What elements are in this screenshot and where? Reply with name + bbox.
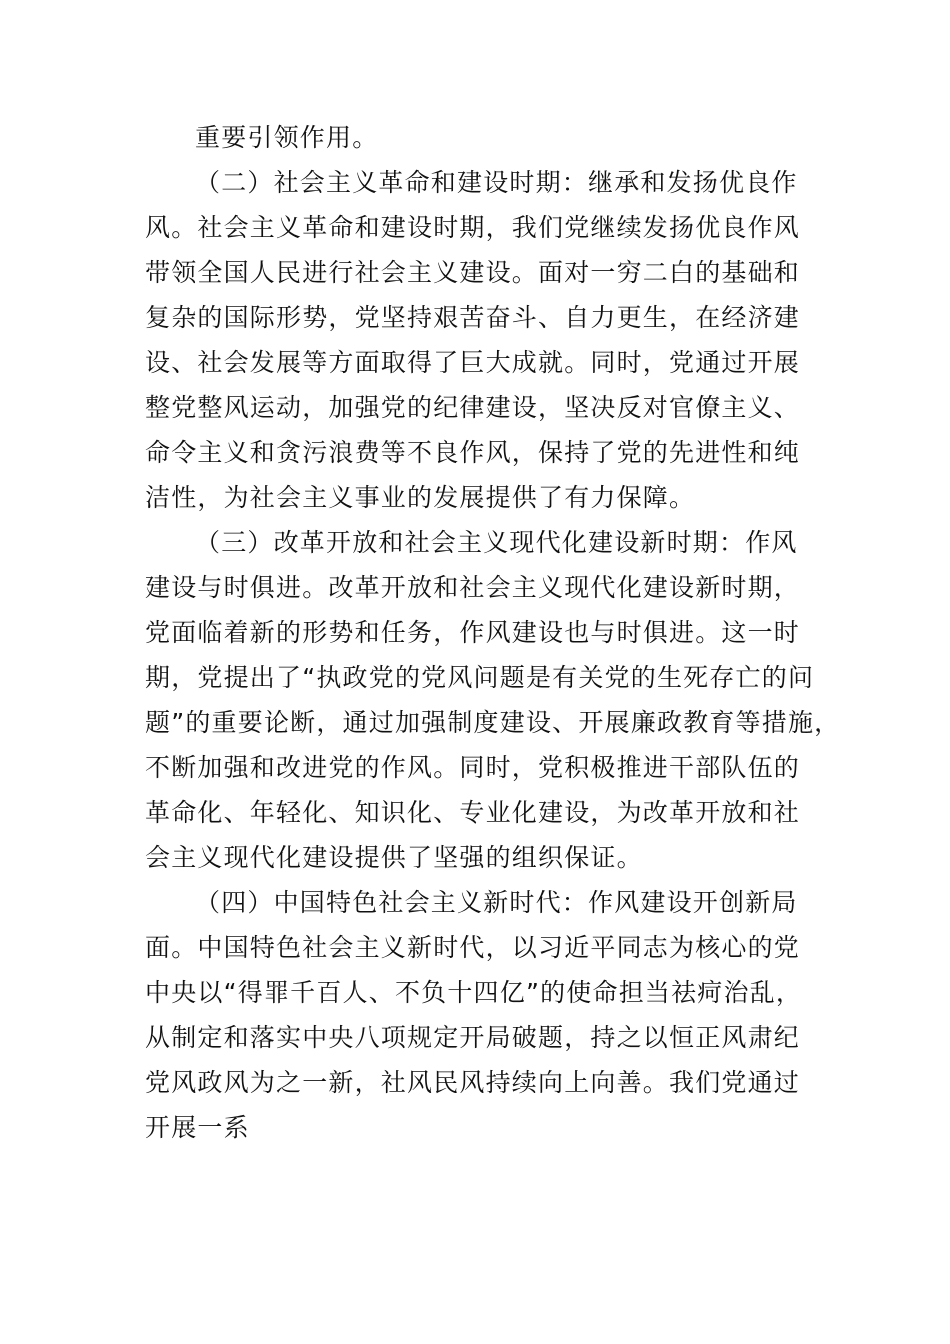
- text-line: 设、社会发展等方面取得了巨大成就。同时，党通过开展: [145, 348, 801, 377]
- text-line: 风。社会主义革命和建设时期，我们党继续发扬优良作风: [145, 213, 801, 242]
- text-line: 党风政风为之一新，社风民风持续向上向善。我们党通过: [145, 1068, 801, 1097]
- text-line: 不断加强和改进党的作风。同时，党积极推进干部队伍的: [145, 753, 801, 782]
- text-line: 中央以“得罪千百人、不负十四亿”的使命担当祛疴治乱，: [145, 978, 803, 1007]
- section-heading-2: （二）社会主义革命和建设时期：继承和发扬优良作: [195, 168, 798, 197]
- text-line: 革命化、年轻化、知识化、专业化建设，为改革开放和社: [145, 798, 801, 827]
- text-line: 建设与时俱进。改革开放和社会主义现代化建设新时期，: [145, 573, 801, 602]
- text-line: 重要引领作用。: [195, 123, 379, 152]
- text-line: 期，党提出了“执政党的党风问题是有关党的生死存亡的问: [145, 663, 815, 692]
- text-line: 会主义现代化建设提供了坚强的组织保证。: [145, 843, 643, 872]
- text-line: 整党整风运动，加强党的纪律建设，坚决反对官僚主义、: [145, 393, 801, 422]
- text-line: 开展一系: [145, 1113, 250, 1142]
- section-heading-3: （三）改革开放和社会主义现代化建设新时期：作风: [195, 528, 798, 557]
- text-line: 洁性，为社会主义事业的发展提供了有力保障。: [145, 483, 696, 512]
- text-line: 命令主义和贪污浪费等不良作风，保持了党的先进性和纯: [145, 438, 801, 467]
- text-line: 题”的重要论断，通过加强制度建设、开展廉政教育等措施，: [145, 708, 841, 737]
- text-line: 党面临着新的形势和任务，作风建设也与时俱进。这一时: [145, 618, 801, 647]
- text-line: 从制定和落实中央八项规定开局破题，持之以恒正风肃纪: [145, 1023, 801, 1052]
- text-line: 面。中国特色社会主义新时代，以习近平同志为核心的党: [145, 933, 801, 962]
- text-line: 带领全国人民进行社会主义建设。面对一穷二白的基础和: [145, 258, 801, 287]
- section-heading-4: （四）中国特色社会主义新时代：作风建设开创新局: [195, 888, 798, 917]
- text-line: 复杂的国际形势，党坚持艰苦奋斗、自力更生，在经济建: [145, 303, 801, 332]
